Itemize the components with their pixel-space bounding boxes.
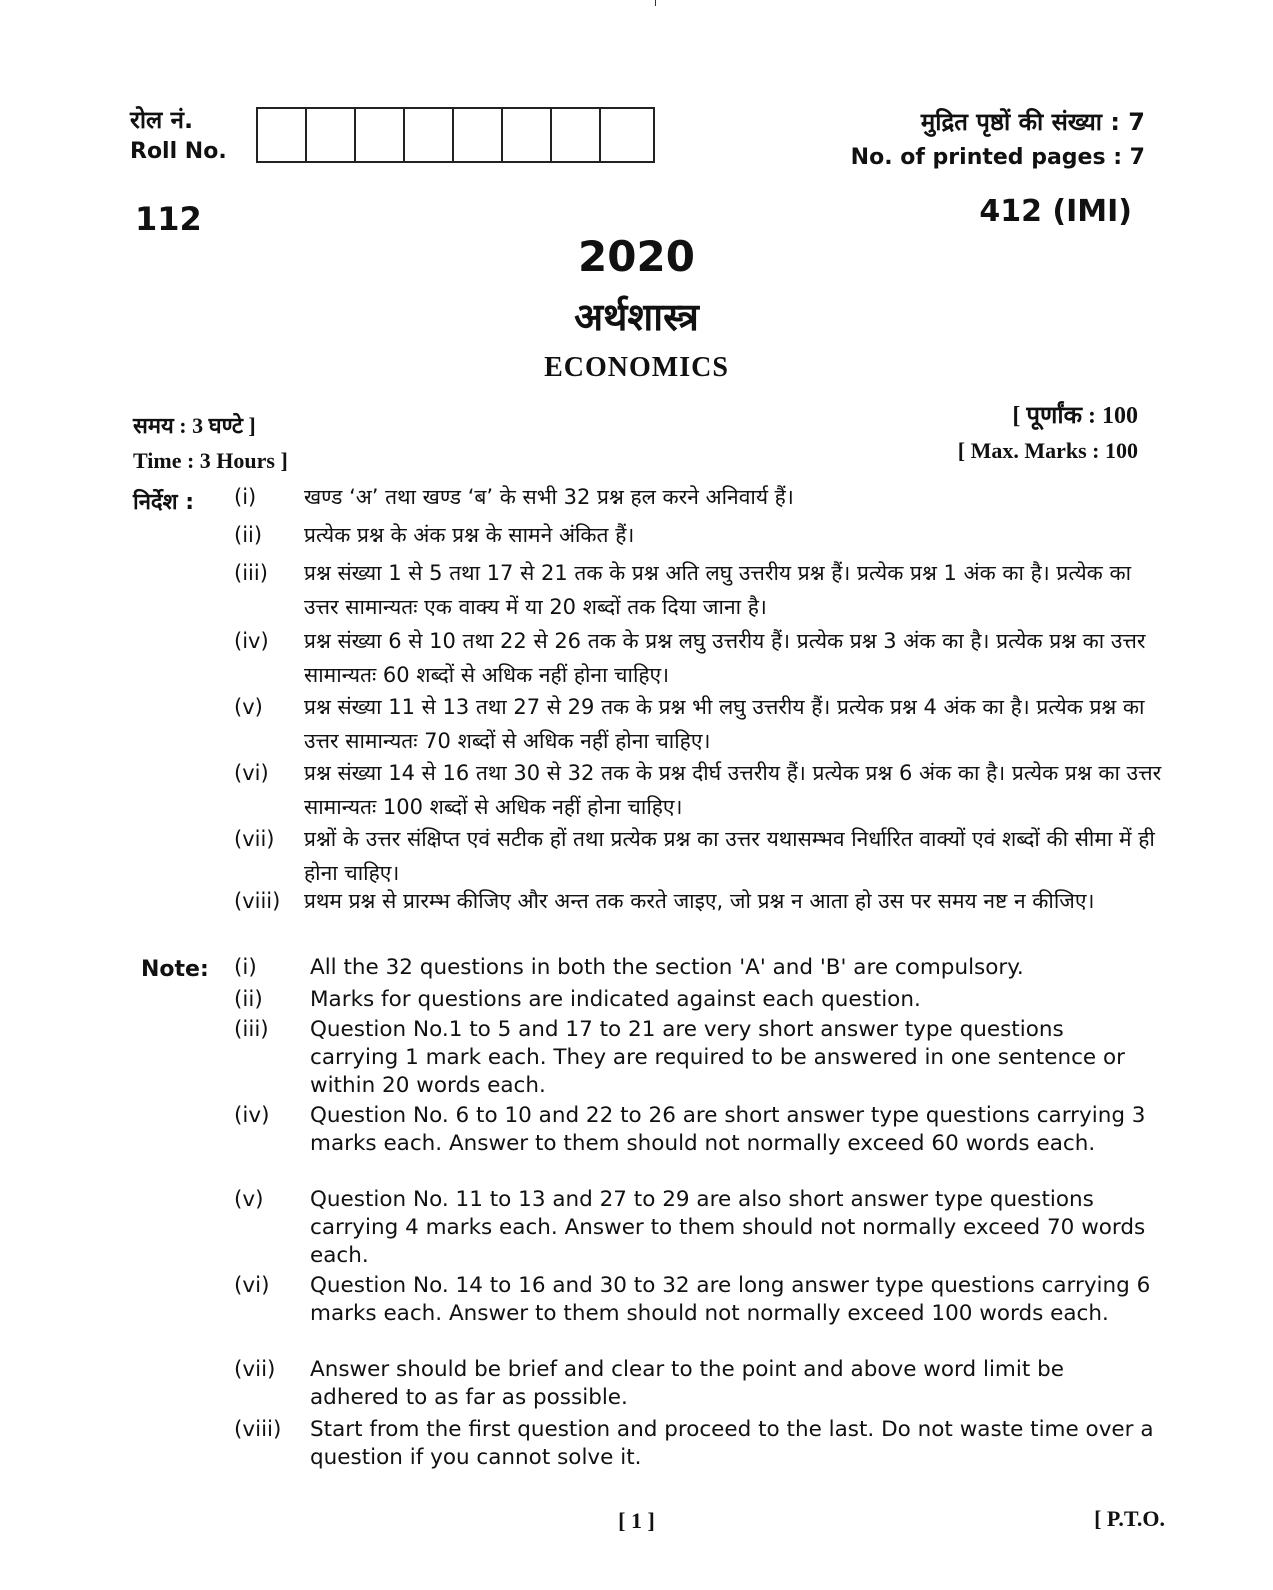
instruction-number: (iii) (234, 561, 268, 585)
paper-code-left: 112 (135, 200, 202, 238)
instruction-text: प्रथम प्रश्न से प्रारम्भ कीजिए और अन्त तक करते जाइए, जो प्रश्न न आता हो उस पर समय नष्ट न कीजिए। (304, 889, 1095, 913)
note-number: (viii) (234, 1417, 282, 1442)
max-marks-english: [ Max. Marks : 100 (957, 438, 1138, 463)
note-text: Start from the first question and proceed to the last. Do not waste time over a question if you cannot solve it. (310, 1417, 1154, 1470)
max-marks-hindi: [ पूर्णांक : 100 (1012, 403, 1138, 429)
instruction-number: (v) (234, 695, 263, 719)
instruction-text: प्रश्न संख्या 6 से 10 तथा 22 से 26 तक के प्रश्न लघु उत्तरीय हैं। प्रत्येक प्रश्न 3 अंक का है। प्रत्येक प्रश्न का उत्तर सामान्यतः 60 शब्दों से अधिक नहीं होना चाहिए। (304, 629, 1146, 687)
roll-digit-box[interactable] (356, 109, 405, 161)
note-number: (iii) (234, 1017, 269, 1042)
roll-digit-box[interactable] (601, 109, 653, 161)
instruction-number: (iv) (234, 629, 269, 653)
note-text: All the 32 questions in both the section 'A' and 'B' are compulsory. (310, 955, 1024, 980)
instruction-text: प्रश्न संख्या 14 से 16 तथा 30 से 32 तक के प्रश्न दीर्घ उत्तरीय हैं। प्रत्येक प्रश्न 6 अंक का है। प्रत्येक प्रश्न का उत्तर सामान्यतः 100 शब्दों से अधिक नहीं होना चाहिए। (304, 761, 1162, 819)
printed-pages-hindi: मुद्रित पृष्ठों की संख्या : 7 (920, 108, 1145, 136)
instruction-number: (vii) (234, 827, 275, 851)
instruction-text: प्रश्नों के उत्तर संक्षिप्त एवं सटीक हों तथा प्रत्येक प्रश्न का उत्तर यथासम्भव निर्धारित वाक्यों एवं शब्दों की सीमा में ही होना चाहिए। (304, 827, 1155, 885)
time-english: Time : 3 Hours ] (133, 448, 288, 473)
subject-title-english: ECONOMICS (544, 352, 729, 383)
note-text: Question No. 6 to 10 and 22 to 26 are short answer type questions carrying 3 marks each. Answer to them should not normally exceed 60 words each. (310, 1103, 1146, 1156)
instruction-number: (viii) (234, 889, 281, 913)
instruction-number: (vi) (234, 761, 269, 785)
printed-pages-english: No. of printed pages : 7 (850, 145, 1145, 170)
roll-digit-box[interactable] (405, 109, 454, 161)
note-number: (v) (234, 1187, 264, 1212)
paper-code-right: 412 (IMI) (979, 194, 1132, 229)
instruction-number: (ii) (234, 523, 263, 547)
roll-digit-box[interactable] (307, 109, 356, 161)
instructions-english-lead: Note: (141, 957, 209, 982)
instruction-text: प्रत्येक प्रश्न के अंक प्रश्न के सामने अंकित हैं। (304, 523, 635, 547)
printed-pages-info (851, 104, 1145, 176)
note-text: Marks for questions are indicated against each question. (310, 987, 921, 1012)
page-number: [ 1 ] (618, 1508, 655, 1533)
roll-digit-box[interactable] (454, 109, 503, 161)
instruction-text: खण्ड ‘अ’ तथा खण्ड ‘ब’ के सभी 32 प्रश्न हल करने अनिवार्य हैं। (304, 485, 794, 509)
roll-number-boxes[interactable] (256, 107, 655, 163)
time-hindi: समय : 3 घण्टे ] (133, 413, 256, 438)
roll-digit-box[interactable] (503, 109, 552, 161)
instruction-text: प्रश्न संख्या 1 से 5 तथा 17 से 21 तक के प्रश्न अति लघु उत्तरीय प्रश्न हैं। प्रत्येक प्रश्न 1 अंक का है। प्रत्येक का उत्तर सामान्यतः एक वाक्य में या 20 शब्दों तक दिया जाना है। (304, 561, 1132, 619)
note-text: Answer should be brief and clear to the point and above word limit be adhered to as far as possible. (310, 1357, 1064, 1410)
roll-number-label (130, 104, 227, 168)
please-turn-over: [ P.T.O. (1094, 1506, 1165, 1531)
top-tick-mark (655, 0, 656, 6)
note-text: Question No. 14 to 16 and 30 to 32 are long answer type questions carrying 6 marks each. Answer to them should not normally exceed 100 words each. (310, 1273, 1151, 1326)
roll-digit-box[interactable] (258, 109, 307, 161)
note-number: (vii) (234, 1357, 276, 1382)
instruction-number: (i) (234, 485, 257, 509)
note-number: (iv) (234, 1103, 270, 1128)
note-text: Question No.1 to 5 and 17 to 21 are very short answer type questions carrying 1 mark each. They are required to be answered in one sentence or within 20 words each. (310, 1017, 1125, 1098)
roll-label-english: Roll No. (130, 139, 227, 164)
roll-label-hindi: रोल नं. (130, 106, 194, 134)
note-number: (i) (234, 955, 257, 980)
roll-digit-box[interactable] (552, 109, 601, 161)
exam-year: 2020 (578, 232, 695, 281)
subject-title-hindi: अर्थशास्त्र (574, 295, 699, 339)
note-text: Question No. 11 to 13 and 27 to 29 are also short answer type questions carrying 4 marks each. Answer to them should not normally exceed 70 words each. (310, 1187, 1146, 1268)
instruction-text: प्रश्न संख्या 11 से 13 तथा 27 से 29 तक के प्रश्न भी लघु उत्तरीय हैं। प्रत्येक प्रश्न 4 अंक का है। प्रत्येक प्रश्न का उत्तर सामान्यतः 70 शब्दों से अधिक नहीं होना चाहिए। (304, 695, 1145, 753)
instructions-hindi-lead: निर्देश : (133, 490, 195, 515)
note-number: (vi) (234, 1273, 270, 1298)
note-number: (ii) (234, 987, 263, 1012)
